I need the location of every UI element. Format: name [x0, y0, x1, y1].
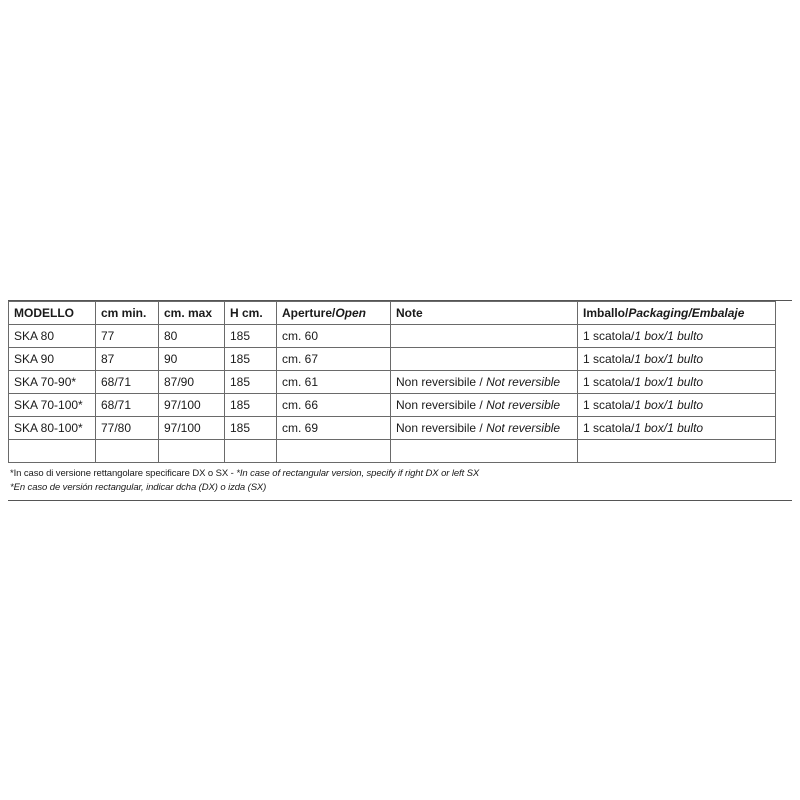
note-en: Not reversible — [486, 375, 561, 389]
cell-cm-max: 80 — [159, 325, 225, 348]
empty-cell — [578, 440, 776, 463]
cell-model: SKA 90 — [9, 348, 96, 371]
pack-en: 1 box/1 bulto — [634, 398, 704, 412]
table-header-row — [9, 302, 776, 325]
cell-model: SKA 70-90* — [9, 371, 96, 394]
pack-it: 1 scatola/ — [583, 352, 635, 366]
cell-packaging — [578, 325, 776, 348]
cell-cm-max: 87/90 — [159, 371, 225, 394]
cell-height: 185 — [225, 348, 277, 371]
cell-height: 185 — [225, 417, 277, 440]
empty-cell — [159, 440, 225, 463]
footnote-line-2 — [10, 481, 792, 495]
cell-note — [391, 371, 578, 394]
cell-note — [391, 325, 578, 348]
table-row — [9, 325, 776, 348]
note-sep: / — [476, 421, 487, 435]
header-packaging — [578, 302, 776, 325]
note-it: Non reversibile — [396, 398, 477, 412]
footnote-es: *En caso de versión rectangular, indicar dcha (DX) o izda (SX) — [10, 482, 267, 493]
bottom-rule — [8, 500, 792, 501]
empty-cell — [391, 440, 578, 463]
spec-table — [8, 301, 776, 463]
table-row — [9, 348, 776, 371]
pack-en: 1 box/1 bulto — [634, 329, 704, 343]
header-opening-en: Open — [335, 306, 367, 320]
table-row-empty — [9, 440, 776, 463]
cell-note — [391, 394, 578, 417]
note-sep: / — [476, 398, 487, 412]
header-opening — [277, 302, 391, 325]
header-height: H cm. — [225, 302, 277, 325]
cell-height: 185 — [225, 394, 277, 417]
header-packaging-es: Embalaje — [691, 306, 745, 320]
cell-cm-max: 97/100 — [159, 417, 225, 440]
cell-packaging — [578, 394, 776, 417]
cell-cm-min: 77 — [96, 325, 159, 348]
cell-model: SKA 80 — [9, 325, 96, 348]
pack-en: 1 box/1 bulto — [634, 421, 704, 435]
pack-en: 1 box/1 bulto — [634, 375, 704, 389]
header-opening-it: Aperture/ — [282, 306, 336, 320]
footnote-it: *In caso di versione rettangolare specificare DX o SX - — [10, 468, 237, 479]
spec-sheet — [8, 300, 792, 501]
empty-cell — [9, 440, 96, 463]
note-it: Non reversibile — [396, 421, 477, 435]
note-en: Not reversible — [486, 421, 561, 435]
cell-opening: cm. 61 — [277, 371, 391, 394]
cell-opening: cm. 69 — [277, 417, 391, 440]
header-model: MODELLO — [9, 302, 96, 325]
header-cm-min: cm min. — [96, 302, 159, 325]
note-it: Non reversibile — [396, 375, 477, 389]
empty-cell — [225, 440, 277, 463]
cell-cm-max: 97/100 — [159, 394, 225, 417]
empty-cell — [277, 440, 391, 463]
cell-cm-max: 90 — [159, 348, 225, 371]
footnotes — [8, 467, 792, 495]
footnote-line-1 — [10, 467, 792, 481]
header-packaging-sep: / — [688, 306, 692, 320]
table-row — [9, 394, 776, 417]
note-sep: / — [476, 375, 487, 389]
pack-it: 1 scatola/ — [583, 375, 635, 389]
cell-opening: cm. 60 — [277, 325, 391, 348]
footnote-en: *In case of rectangular version, specify if right DX or left SX — [236, 468, 480, 479]
cell-model: SKA 80-100* — [9, 417, 96, 440]
cell-cm-min: 87 — [96, 348, 159, 371]
cell-opening: cm. 66 — [277, 394, 391, 417]
empty-cell — [96, 440, 159, 463]
cell-packaging — [578, 371, 776, 394]
cell-cm-min: 77/80 — [96, 417, 159, 440]
cell-packaging — [578, 348, 776, 371]
cell-note — [391, 417, 578, 440]
cell-model: SKA 70-100* — [9, 394, 96, 417]
pack-it: 1 scatola/ — [583, 329, 635, 343]
header-note: Note — [391, 302, 578, 325]
pack-en: 1 box/1 bulto — [634, 352, 704, 366]
header-packaging-it: Imballo/ — [583, 306, 629, 320]
cell-cm-min: 68/71 — [96, 394, 159, 417]
table-row — [9, 371, 776, 394]
table-row — [9, 417, 776, 440]
cell-opening: cm. 67 — [277, 348, 391, 371]
cell-note — [391, 348, 578, 371]
header-packaging-en: Packaging — [628, 306, 689, 320]
cell-height: 185 — [225, 325, 277, 348]
cell-height: 185 — [225, 371, 277, 394]
pack-it: 1 scatola/ — [583, 398, 635, 412]
cell-packaging — [578, 417, 776, 440]
cell-cm-min: 68/71 — [96, 371, 159, 394]
header-cm-max: cm. max — [159, 302, 225, 325]
pack-it: 1 scatola/ — [583, 421, 635, 435]
note-en: Not reversible — [486, 398, 561, 412]
